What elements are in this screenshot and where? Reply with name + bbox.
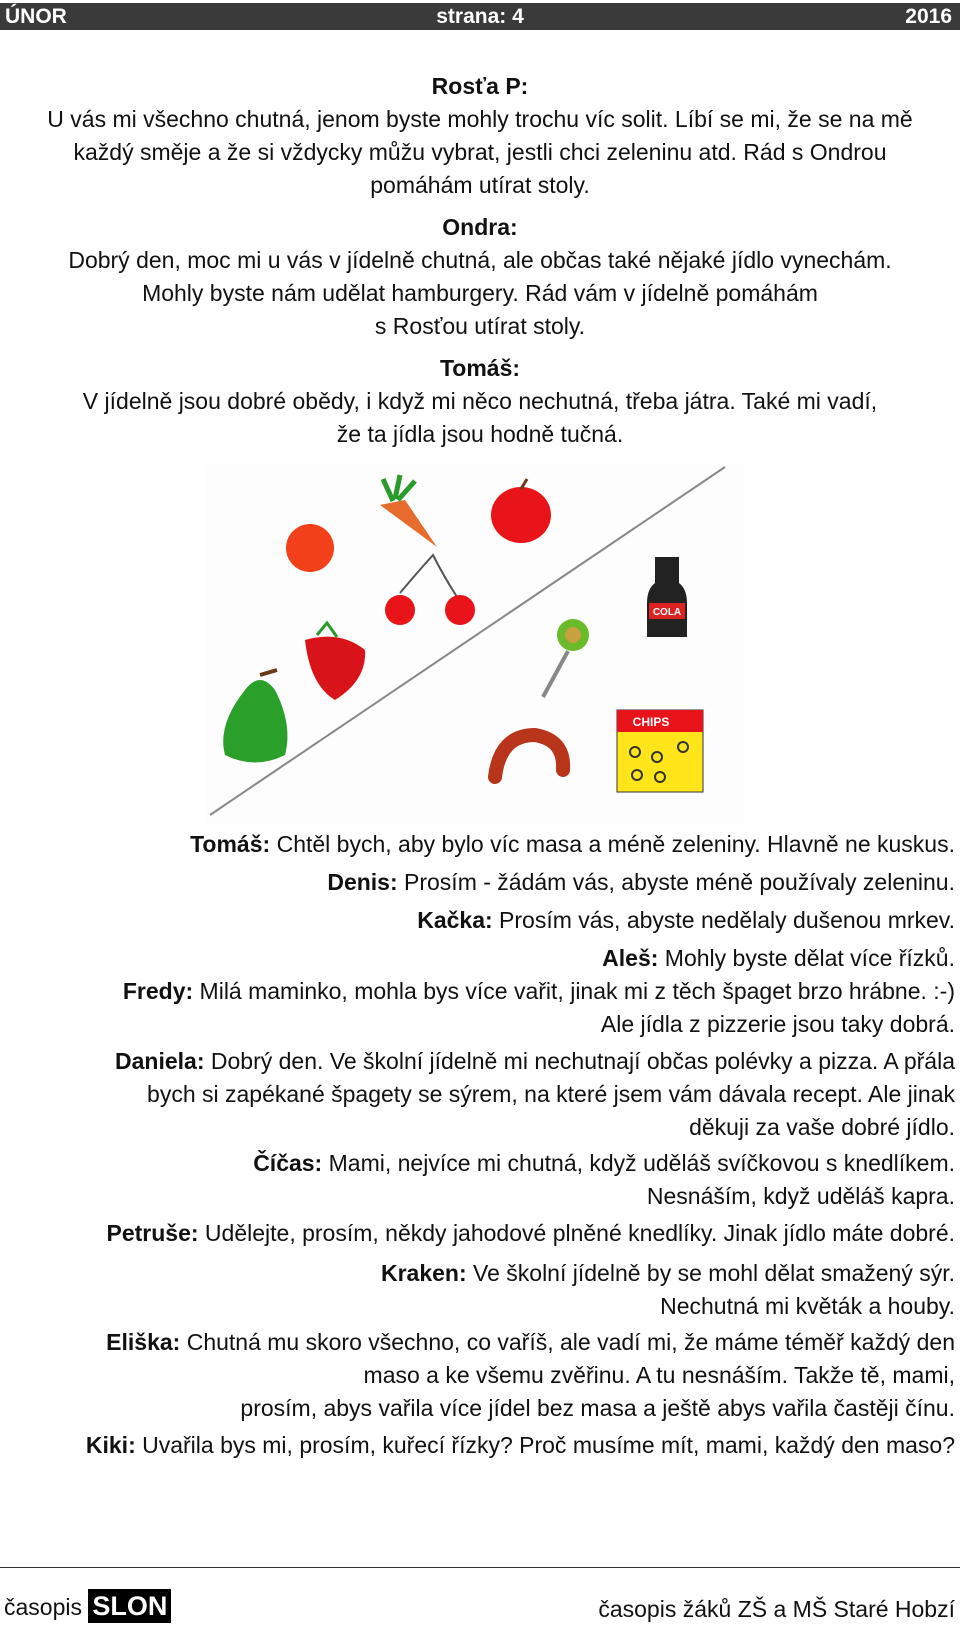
header-month: ÚNOR [5,5,67,28]
speaker-name: Aleš: [602,945,659,971]
comment-text: Chutná mu skoro všechno, co vaříš, ale vadí mi, že máme téměř každý den [180,1329,955,1355]
comment-line: Dobrý den, moc mi u vás v jídelně chutná, ale občas také nějaké jídlo vynechám. [68,247,892,273]
slon-logo: SLON [88,1589,171,1623]
comment-text: Prosím - žádám vás, abyste méně používaly zeleninu. [397,869,955,895]
comment-line: V jídelně jsou dobré obědy, i když mi něco nechutná, třeba játra. Také mi vadí, [82,388,878,414]
comment-line: Nesnáším, když uděláš kapra. [646,1183,955,1209]
comment-text: Prosím vás, abyste nedělaly dušenou mrkev. [492,907,955,933]
speaker-name: Eliška: [106,1329,181,1355]
comment-kacka [417,904,955,937]
comment-text: Chtěl bych, aby bylo víc masa a méně zeleniny. Hlavně ne kuskus. [270,831,955,857]
speaker-name: Tomáš: [439,355,521,381]
comment-fredy [123,975,955,1041]
comment-text: Udělejte, prosím, někdy jahodové plněné knedlíky. Jinak jídlo máte dobré. [198,1220,955,1246]
comment-tomas [190,828,955,861]
speaker-name: Daniela: [115,1048,205,1074]
comment-line: děkuji za vaše dobré jídlo. [689,1114,955,1140]
speaker-name: Fredy: [122,978,194,1004]
speaker-name: Číčas: [253,1150,323,1176]
header-year: 2016 [905,5,952,28]
comment-line: prosím, abys vařila více jídel bez masa a ještě abys vařila častěji čínu. [240,1395,955,1421]
comment-text: Uvařila bys mi, prosím, kuřecí řízky? Proč musíme mít, mami, každý den maso? [135,1432,955,1458]
comment-daniela [115,1045,955,1144]
comment-line: Nechutná mi květák a houby. [660,1293,955,1319]
speaker-name: Kraken: [380,1260,467,1286]
comment-line: pomáhám utírat stoly. [370,172,590,198]
chips-bag-icon [617,710,703,792]
comment-text: Dobrý den. Ve školní jídelně mi nechutnají občas polévky a pizza. A přála [204,1048,955,1074]
comment-text: Mohly byste dělat více řízků. [658,945,955,971]
speaker-name: Ondra: [442,214,518,240]
comment-text: Mami, nejvíce mi chutná, když uděláš svíčkovou s knedlíkem. [322,1150,955,1176]
header-page-number: strana: 4 [436,5,524,28]
comment-line: že ta jídla jsou hodně tučná. [336,421,624,447]
footer-prefix: časopis [4,1594,89,1620]
comment-line: s Rosťou utírat stoly. [374,313,586,339]
page-header [0,3,960,30]
comment-line: Ale jídla z pizzerie jsou taky dobrá. [600,1011,955,1037]
speaker-name: Denis: [327,869,398,895]
comment-text: Milá maminko, mohla bys více vařit, jinak mi z těch špaget brzo hrábne. :-) [193,978,955,1004]
speaker-name: Kiki: [85,1432,136,1458]
speaker-name: Tomáš: [190,831,271,857]
chips-label: CHIPS [632,715,670,729]
comment-tomas-top [0,352,960,451]
comment-kraken [381,1257,955,1323]
comment-line: bych si zapékané špagety se sýrem, na které jsem vám dávala recept. Ale jinak [147,1081,955,1107]
comment-ondra [0,211,960,343]
comment-line: každý směje a že si vždycky můžu vybrat, jestli chci zeleninu atd. Rád s Ondrou [73,139,887,165]
cola-label: COLA [652,607,682,618]
footer-divider [0,1567,960,1568]
comment-rosta [0,70,960,202]
comment-text: Ve školní jídelně by se mohl dělat smažený sýr. [466,1260,955,1286]
speaker-name: Rosťa P: [431,73,529,99]
footer-school: časopis žáků ZŠ a MŠ Staré Hobzí [598,1596,955,1622]
comment-ales [602,942,955,975]
comment-denis [327,866,955,899]
comment-cicas [253,1147,955,1213]
food-drawing-illustration [205,465,745,825]
comment-eliska [106,1326,955,1425]
comment-petruse [107,1217,956,1250]
comment-line: U vás mi všechno chutná, jenom byste mohly trochu víc solit. Líbí se mi, že se na mě [47,106,913,132]
comment-kiki [86,1429,955,1462]
speaker-name: Petruše: [106,1220,199,1246]
comment-line: Mohly byste nám udělat hamburgery. Rád vám v jídelně pomáhám [142,280,818,306]
speaker-name: Kačka: [417,907,493,933]
footer-magazine-brand [4,1589,171,1624]
comment-line: maso a ke všemu zvěřinu. A tu nesnáším. Takže tě, mami, [363,1362,955,1388]
orange-icon [286,524,334,572]
